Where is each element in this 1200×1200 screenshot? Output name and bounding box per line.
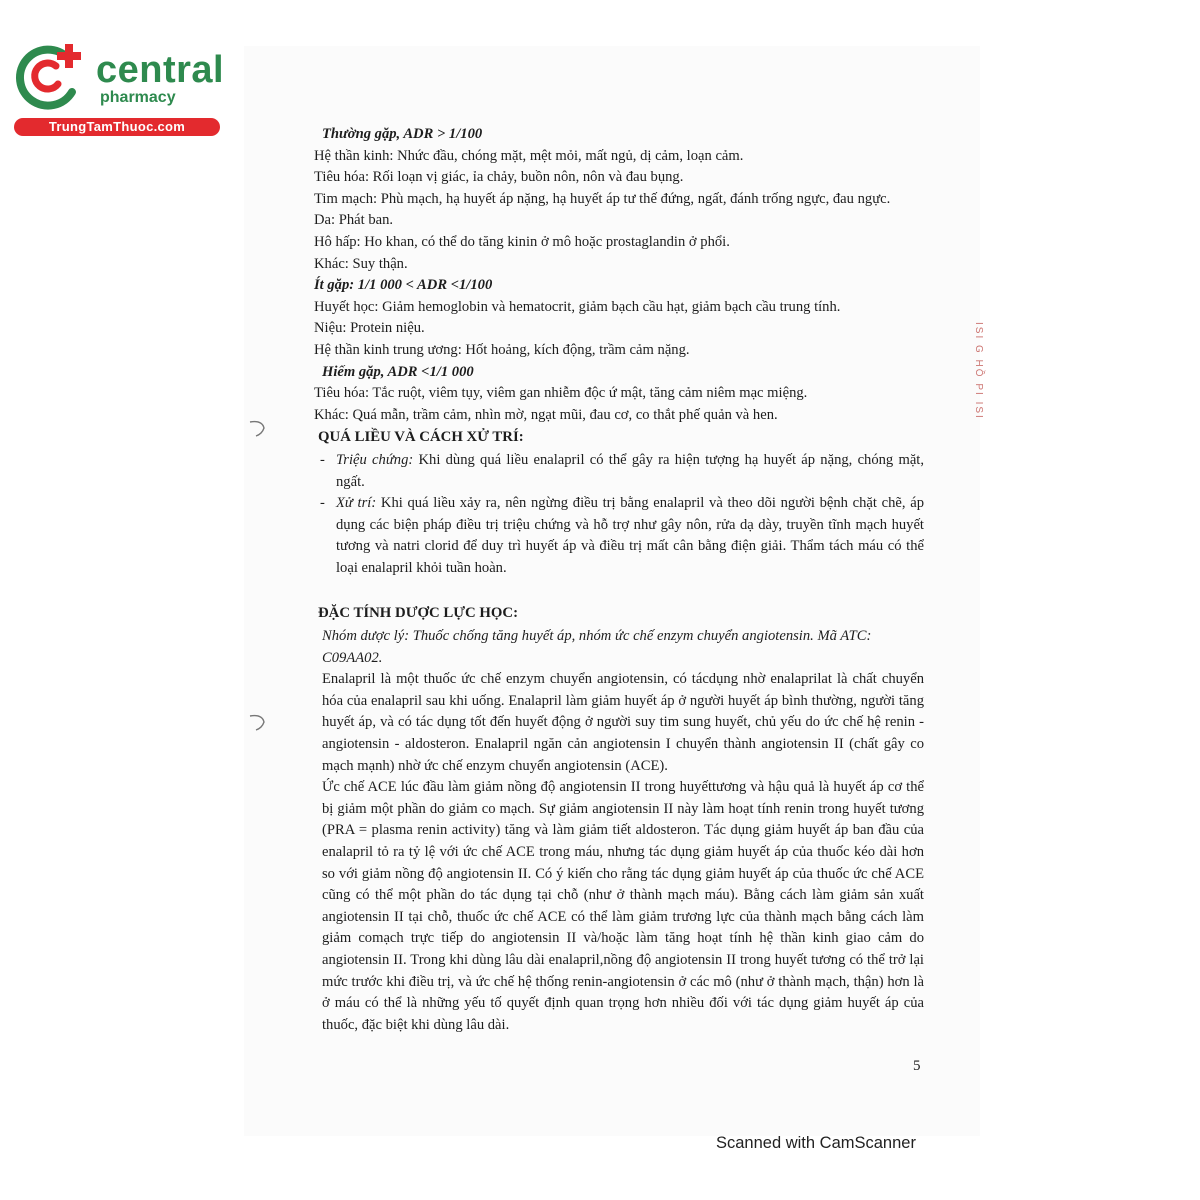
text-line: Khác: Suy thận. — [314, 255, 408, 272]
item-label: Triệu chứng: — [336, 451, 414, 468]
overdose-heading: QUÁ LIỀU VÀ CÁCH XỬ TRÍ: — [318, 429, 524, 446]
logo-url-badge[interactable]: TrungTamThuoc.com — [14, 118, 220, 136]
punch-hole-icon — [248, 712, 268, 732]
section-rare-title: Hiếm gặp, ADR <1/1 000 — [322, 363, 474, 380]
overdose-item-treatment — [314, 493, 924, 579]
text-line: Hô hấp: Ho khan, có thể do tăng kinin ở mô hoặc prostaglandin ở phổi. — [314, 233, 730, 250]
pharmacy-cross-icon — [10, 36, 88, 114]
dash-bullet: - — [320, 495, 325, 512]
pharma-paragraph-2: Ức chế ACE lúc đầu làm giảm nồng độ angiotensin II trong huyếttương và hậu quả là huyết áp cơ thể bị giảm một phần do giảm co mạch. Sự giảm angiotensin II này làm hoạt tính renin trong huyết tương (PRA = plasma renin activity) tăng và làm giảm tiết aldosteron. Tác dụng giảm huyết áp ban đầu của enalapril tỏ ra tỷ lệ với ức chế ACE trong máu, nhưng tác dụng giảm huyết áp của thuốc kéo dài hơn so với giảm nồng độ angiotensin II. Có ý kiến cho rằng tác dụng giảm huyết áp của thuốc ức chế ACE cũng có thể một phần do tác dụng tại chỗ (như ở thành mạch máu). Bằng cách làm giảm sản xuất angiotensin II tại chỗ, thuốc ức chế ACE có thể làm giảm trương lực của thành mạch bằng cách làm giảm comạch trực tiếp do angiotensin II và/hoặc làm tăng hoạt tính hệ thần kinh giao cảm do angiotensin II. Trong khi dùng lâu dài enalapril,nồng độ angiotensin II trong huyết tương có thể trở lại mức trước khi điều trị, và ức chế hệ thống renin-angiotensin ở các mô (như ở thành mạch, thận) hơn là ở máu có thể là những yếu tố quyết định quan trọng hơn nhiều đối với tác dụng giảm huyết áp của thuốc, đặc biệt khi dùng lâu dài. — [322, 779, 924, 1033]
text-line: Tiêu hóa: Rối loạn vị giác, ỉa chảy, buồn nôn, nôn và đau bụng. — [314, 169, 684, 186]
logo-name: central — [96, 49, 225, 91]
item-text: Khi quá liều xảy ra, nên ngừng điều trị bằng enalapril và theo dõi người bệnh chặt chẽ, áp dụng các biện pháp điều trị triệu chứng và hỗ trợ như gây nôn, rửa dạ dày, truyền tĩnh mạch huyết tương và natri clorid để duy trì huyết áp và điều trị mất cân bằng điện giải. Thẩm tách máu có thể loại enalapril khỏi tuần hoàn. — [336, 495, 925, 576]
text-line: Hệ thần kinh: Nhức đầu, chóng mặt, mệt mỏi, mất ngủ, dị cảm, loạn cảm. — [314, 147, 744, 164]
page-number: 5 — [913, 1058, 921, 1074]
item-label: Xử trí: — [336, 495, 377, 512]
dash-bullet: - — [320, 451, 325, 468]
margin-stamp: ISI G HỒ PI ISI — [973, 322, 984, 420]
pharma-paragraph-1: Enalapril là một thuốc ức chế enzym chuyển angiotensin, có tácdụng nhờ enalaprilat là chất chuyển hóa của enalapril sau khi uống. Enalapril làm giảm huyết áp ở người huyết áp bình thường, người tăng huyết áp, và có tác dụng tốt đến huyết động ở người suy tim sung huyết, chủ yếu do ức chế hệ renin - angiotensin - aldosteron. Enalapril ngăn cản angiotensin I chuyển thành angiotensin II (chất gây co mạch mạnh) nhờ ức chế enzym chuyển angiotensin (ACE). — [322, 671, 924, 774]
logo-sub: pharmacy — [100, 89, 176, 106]
text-line: Hệ thần kinh trung ương: Hốt hoảng, kích động, trầm cảm nặng. — [314, 341, 690, 358]
text-line: Khác: Quá mẫn, trầm cảm, nhìn mờ, ngạt mũi, đau cơ, co thắt phế quản và hen. — [314, 406, 778, 423]
scanner-watermark: Scanned with CamScanner — [716, 1134, 916, 1152]
punch-hole-icon — [248, 418, 268, 438]
text-line: Huyết học: Giảm hemoglobin và hematocrit, giảm bạch cầu hạt, giảm bạch cầu trung tính. — [314, 298, 841, 315]
text-line: Da: Phát ban. — [314, 212, 394, 229]
text-line: Tiêu hóa: Tắc ruột, viêm tụy, viêm gan nhiễm độc ứ mật, tăng cảm niêm mạc miệng. — [314, 385, 808, 402]
document-body — [314, 124, 924, 1036]
section-common-title: Thường gặp, ADR > 1/100 — [322, 126, 483, 142]
section-uncommon-title: Ít gặp: 1/1 000 < ADR <1/100 — [314, 277, 493, 294]
pharma-group: Nhóm dược lý: Thuốc chống tăng huyết áp, nhóm ức chế enzym chuyển angiotensin. Mã ATC: C09AA02. — [322, 628, 872, 666]
overdose-item-symptoms — [314, 450, 924, 493]
pharmacodynamics-heading: ĐẶC TÍNH DƯỢC LỰC HỌC: — [318, 605, 519, 622]
text-line: Niệu: Protein niệu. — [314, 320, 425, 337]
item-text: Khi dùng quá liều enalapril có thể gây ra hiện tượng hạ huyết áp nặng, chóng mặt, ngất. — [336, 451, 925, 490]
text-line: Tim mạch: Phù mạch, hạ huyết áp nặng, hạ huyết áp tư thế đứng, ngất, đánh trống ngực, đau ngực. — [314, 190, 891, 207]
central-pharmacy-logo[interactable] — [10, 36, 225, 136]
